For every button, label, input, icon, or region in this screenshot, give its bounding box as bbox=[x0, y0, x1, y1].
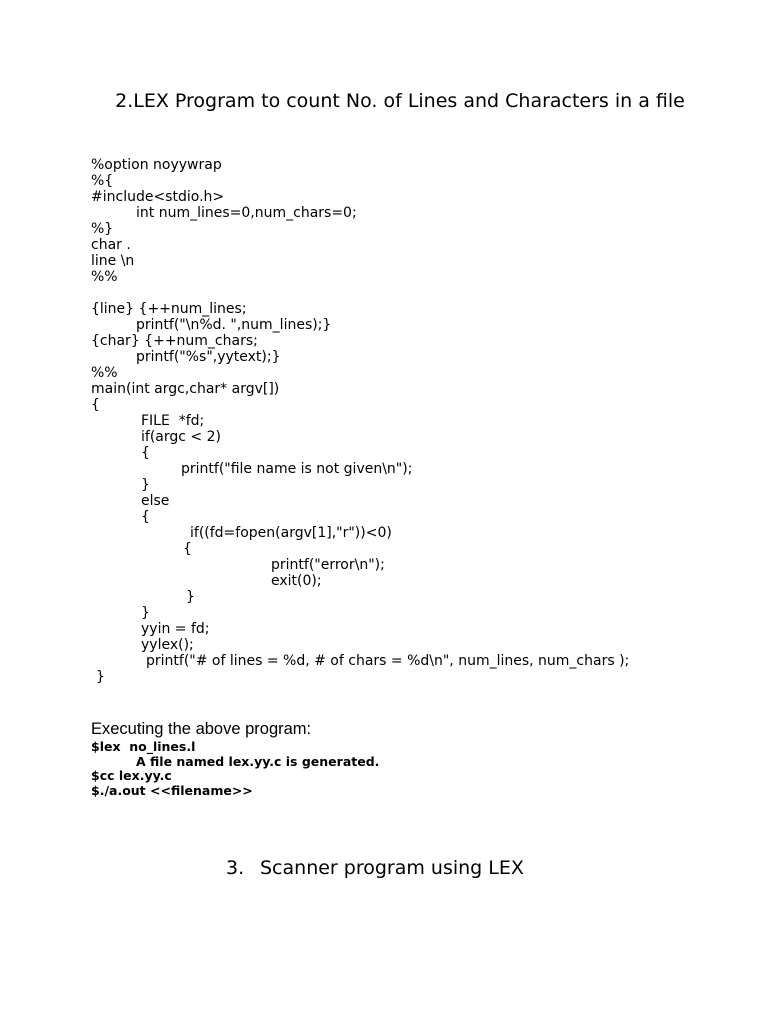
code-line: printf("file name is not given\n"); bbox=[181, 461, 413, 477]
code-line: main(int argc,char* argv[]) bbox=[91, 381, 280, 397]
code-line: } bbox=[141, 605, 150, 621]
code-line: } bbox=[141, 477, 150, 493]
code-line: } bbox=[186, 589, 195, 605]
section-number: 3. bbox=[226, 857, 245, 879]
code-line: FILE *fd; bbox=[141, 413, 205, 429]
code-line: exit(0); bbox=[271, 573, 322, 589]
code-line: %% bbox=[91, 269, 118, 285]
code-line: #include<stdio.h> bbox=[91, 189, 225, 205]
code-line: %option noyywrap bbox=[91, 157, 222, 173]
execution-line: A file named lex.yy.c is generated. bbox=[136, 754, 380, 769]
code-line: if(argc < 2) bbox=[141, 429, 221, 445]
section-heading bbox=[226, 856, 524, 880]
code-line: %} bbox=[91, 221, 114, 237]
execution-line: $lex no_lines.l bbox=[91, 739, 196, 754]
code-line: yylex(); bbox=[141, 637, 194, 653]
code-line: } bbox=[96, 669, 105, 685]
code-line: {char} {++num_chars; bbox=[91, 333, 258, 349]
code-line: if((fd=fopen(argv[1],"r"))<0) bbox=[190, 525, 392, 541]
code-line: char . bbox=[91, 237, 131, 253]
code-line: { bbox=[91, 397, 100, 413]
code-line: printf("error\n"); bbox=[271, 557, 385, 573]
section-title: Scanner program using LEX bbox=[260, 857, 524, 879]
code-line: printf("\n%d. ",num_lines);} bbox=[136, 317, 332, 333]
code-line: %{ bbox=[91, 173, 114, 189]
code-line: int num_lines=0,num_chars=0; bbox=[136, 205, 357, 221]
code-line: { bbox=[141, 445, 150, 461]
code-line: else bbox=[141, 493, 170, 509]
code-line: { bbox=[183, 541, 192, 557]
execution-line: $cc lex.yy.c bbox=[91, 768, 172, 783]
execution-heading: Executing the above program: bbox=[91, 720, 312, 738]
code-line: printf("# of lines = %d, # of chars = %d\n", num_lines, num_chars ); bbox=[146, 653, 630, 669]
code-line: { bbox=[141, 509, 150, 525]
code-line: printf("%s",yytext);} bbox=[136, 349, 281, 365]
code-line: %% bbox=[91, 365, 118, 381]
execution-line: $./a.out <<filename>> bbox=[91, 783, 253, 798]
code-line: {line} {++num_lines; bbox=[91, 301, 247, 317]
code-line: yyin = fd; bbox=[141, 621, 210, 637]
document-title: 2.LEX Program to count No. of Lines and Characters in a file bbox=[115, 90, 685, 112]
code-line: line \n bbox=[91, 253, 135, 269]
